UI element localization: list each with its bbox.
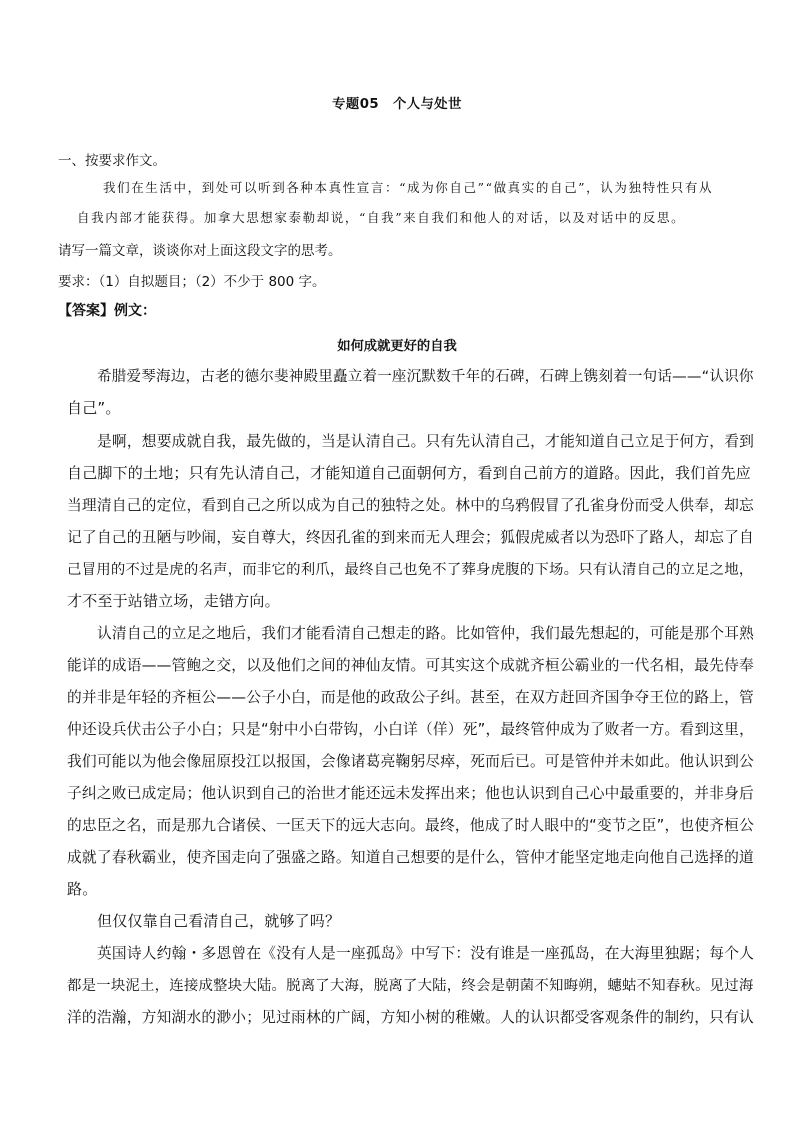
essay-line: 但仅仅靠自己看清自己，就够了吗？ <box>97 912 341 930</box>
essay-line: 希腊爱琴海边，古老的德尔斐神殿里矗立着一座沉默数千年的石碑，石碑上镌刻着一句话——“认识你 <box>97 368 754 385</box>
document-title: 专题05 个人与处世 <box>332 97 462 112</box>
essay-line: 记了自己的丑陋与吵闹，妄自尊大，终因孔雀的到来而无人理会；狐假虎威者以为恐吓了路人，却忘了自 <box>67 529 754 546</box>
essay-line: 仲还设兵伏击公子小白；只是“射中小白带钩，小白详（佯）死”，最终管仲成为了败者一方。看到这里， <box>67 721 754 738</box>
essay-line: 的忠臣之名，而是那九合诸侯、一匡天下的远大志向。最终，他成了时人眼中的“变节之臣”，也使齐桓公 <box>67 817 754 834</box>
essay-line: 己冒用的不过是虎的名声，而非它的利爪，最终自己也免不了葬身虎腹的下场。只有认清自己的立足之地， <box>67 562 754 578</box>
essay-line: 英国诗人约翰・多恩曾在《没有人是一座孤岛》中写下：没有谁是一座孤岛，在大海里独踞；每个人 <box>97 945 755 962</box>
essay-line: 自己脚下的土地；只有先认清自己，才能知道自己面朝何方，看到自己前方的道路。因此，我们首先应 <box>67 464 752 482</box>
essay-line: 洋的浩瀚，方知湖水的渺小；见过雨林的广阔，方知小树的稚嫩。人的认识都受客观条件的制约，只有认 <box>67 1009 754 1026</box>
essay-line: 都是一块泥土，连接成整块大陆。脱离了大海，脱离了大陆，终会是朝菌不知晦朔，蟪蛄不知春秋。见过海 <box>67 978 754 994</box>
writing-requirement: 要求：（1）自拟题目；（2）不少于 800 字。 <box>58 274 326 290</box>
answer-label: 【答案】例文： <box>58 303 156 319</box>
section-heading: 一、按要求作文。 <box>58 153 166 169</box>
essay-line: 自己”。 <box>67 399 121 417</box>
essay-line: 是啊，想要成就自我，最先做的，当是认清自己。只有先认清自己，才能知道自己立足于何方，看到 <box>97 433 755 450</box>
essay-line: 当理清自己的定位，看到自己之所以成为自己的独特之处。林中的乌鸦假冒了孔雀身份而受人供奉，却忘 <box>67 497 754 514</box>
essay-line: 我们可能以为他会像屈原投江以报国，会像诸葛亮鞠躬尽瘁，死而后已。可是管仲并未如此。他认识到公 <box>67 753 754 770</box>
essay-line: 子纠之败已成定局；他认识到自己的治世才能还远未发挥出来；他也认识到自己心中最重要的，并非身后 <box>67 785 754 802</box>
essay-line: 才不至于站错立场，走错方向。 <box>67 592 280 610</box>
essay-line: 路。 <box>67 880 98 898</box>
essay-line: 能详的成语——管鲍之交，以及他们之间的神仙友情。可其实这个成就齐桓公霸业的一代名相，最先侍奉 <box>67 657 754 674</box>
essay-title: 如何成就更好的自我 <box>337 339 457 354</box>
writing-prompt: 请写一篇文章，谈谈你对上面这段文字的思考。 <box>58 243 342 259</box>
essay-line: 成就了春秋霸业，使齐国走向了强盛之路。知道自己想要的是什么，管仲才能坚定地走向他自己选择的道 <box>67 849 754 866</box>
essay-line: 的并非是年轻的齐桓公——公子小白，而是他的政敌公子纠。甚至，在双方赶回齐国争夺王位的路上，管 <box>67 689 754 706</box>
quote-line: 自我内部才能获得。加拿大思想家泰勒却说，“自我”来自我们和他人的对话，以及对话中的反思。 <box>77 210 686 225</box>
quote-line: 我们在生活中，到处可以听到各种本真性宣言：“成为你自己”“做真实的自己”，认为独特性只有从 <box>103 180 714 195</box>
essay-line: 认清自己的立足之地后，我们才能看清自己想走的路。比如管仲，我们最先想起的，可能是那个耳熟 <box>97 625 755 642</box>
